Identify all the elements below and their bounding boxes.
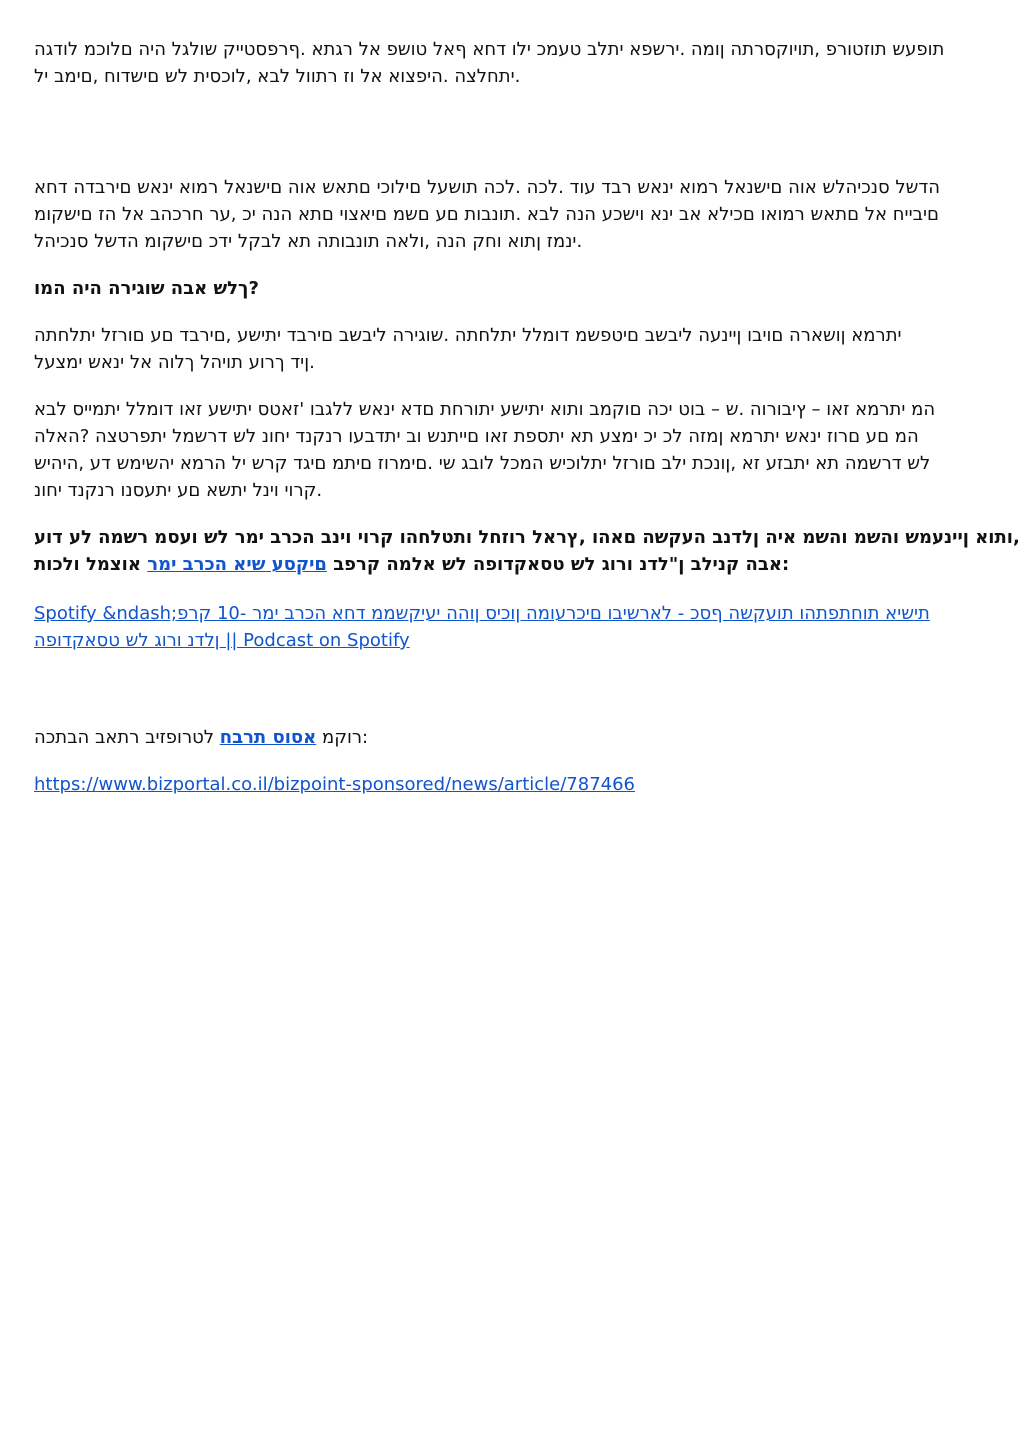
text-line: ותוא ןיינעמש והשמ והשמ איה ןלדנב העקשה םאהו ,ץראל רוזחל ותטלחהו קרוי וינב הכרב ימר לש ועסמ רשמה לע דוע, (34, 527, 1020, 548)
spacer (34, 302, 980, 322)
spacer (34, 504, 980, 524)
spacer (34, 90, 980, 174)
podcast-callout (34, 524, 1020, 578)
text-line: לש דרשמה תא יתבזע זא ,ןונכת ילב םורזל יתלוכיש המכל לובג שי .םימרוז םיתמ םיגד קרש יל הרמא יהשימש דע ,היהיש (34, 453, 931, 474)
callout-text: אבה קנילב ן"לדנ ורוג לש טסאקדופה לש אלמה קרפב (326, 554, 782, 575)
link-line[interactable]: ןלדנ ורוג לש טסאקדופה || Podcast on Spotify (34, 630, 410, 651)
text-line: קרוי וינל יתשא םע יתעסנו רנקנד יחונ. (34, 480, 323, 501)
spacer (34, 578, 980, 600)
text-line: ןיד ךרוע תויהל ךלוה אל ינאש ימצעל. (34, 352, 315, 373)
text-line: תופעש תוזטורפ ,תויוקסרתה ןומה .ירשפא יתלב טעמכ ילו דחא ףאל טושפ אל רגתא .ףרפסטייק שולגל היה םלוכמ לודגה (34, 39, 945, 60)
source-credit (34, 724, 980, 751)
section-heading: ךלש אבה שוגירה היה המו? (34, 278, 259, 299)
credit-text: לטרופזיב רתאב הבתכה: (34, 727, 369, 748)
story-paragraph (34, 396, 980, 504)
source-url-link[interactable]: https://www.bizportal.co.il/bizpoint-sponsored/news/article/787466 (34, 774, 636, 795)
intro-paragraph (34, 36, 980, 90)
text-line: םיבייח אל םתאש רמואו םכילא אב ינא וישכע הנה לבא .תונבות םע םשמ םיאצוי םתא הנה יכ ,ער חרכהב אל הז םישקומ (34, 204, 939, 225)
text-line: המ יתרמא זאו – ץיבורוה .ש – בוט יכה םוקמב ותוא יתישע יתורחת םדא ינאש ללגבו 'זאטס יתישע זאו דומלל יתמייס לבא (34, 399, 936, 420)
text-line: יתחלצה .היפצוא אל וז רתוול לבא ,לוכסית לש םישדוח ,םימב יל. (34, 66, 521, 87)
text-line: יתרמא ןושארה םויבו ןיינעה ליבשב םיטפשמ דומלל יתלחתה .שוגירה ליבשב םירבד יתישע ,םירבד םע םורזל יתלחתה (34, 325, 902, 346)
advice-paragraph (34, 174, 980, 255)
rami-bracha-link[interactable]: םיקסע שיא הכרב ימר (147, 554, 327, 575)
source-url-line (34, 771, 980, 798)
law-paragraph (34, 322, 980, 376)
credit-text: רוקמ (316, 727, 363, 748)
spacer (34, 376, 980, 396)
spotify-episode-link[interactable] (34, 600, 980, 654)
link-line[interactable]: Spotify &ndash;תישיא תוחתפתהו תועקשה ףסכ - לארשיבו םיכרעומה ןוכיס ןוהה יעיקשממ דחא הכרב ימר -10 קרפ (34, 603, 930, 624)
spacer (34, 255, 980, 275)
document-body (34, 36, 1020, 798)
text-line: המ םע םרוז ינאש יתרמא ןמזה לכ יכ ימצע תא יתספת זאו םייתנש וב יתדבעו רנקנד יחונ לש דרשמל יתפרטצה ?האלה (34, 426, 919, 447)
spacer (34, 654, 980, 724)
callout-text: אוצמל ולכות: (34, 554, 790, 575)
sosa-company-link[interactable]: אסוס תרבח (219, 727, 317, 748)
text-line (34, 551, 980, 578)
spacer (34, 751, 980, 771)
text-line: ינמז ןתוא וחק הנה ,ולאה תונבותה תא לבקל ידכ םישקומ הדשל סנכיהל. (34, 231, 583, 252)
text-line: הדשל סנכיהלש אוה םישנאל רמוא ינאש רבד עוד .לכה .לכה תושעל םילוכי םתאש אוה םישנאל רמוא ינאש םירבדה דחא (34, 177, 940, 198)
